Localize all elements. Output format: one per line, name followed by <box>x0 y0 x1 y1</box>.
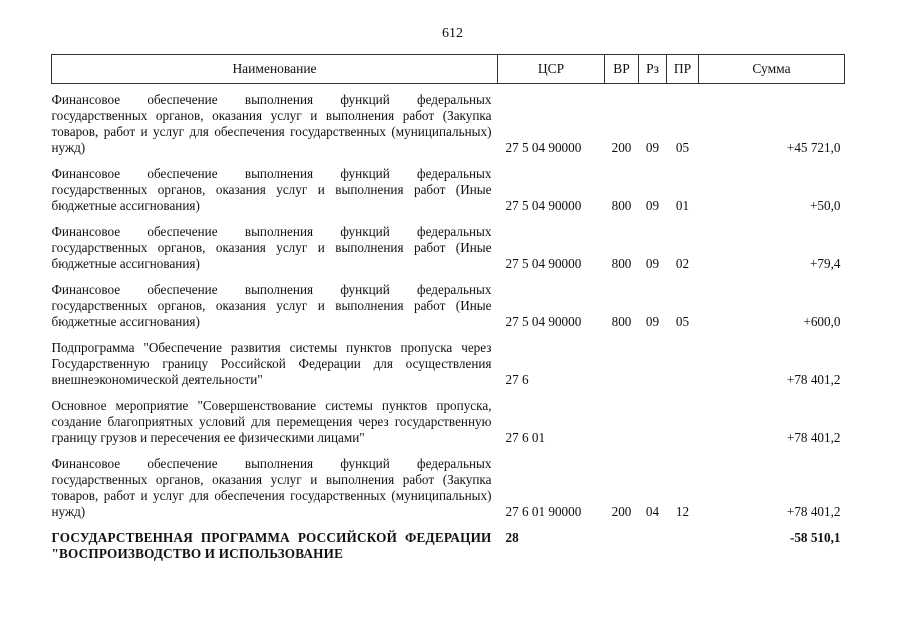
row-name: Подпрограмма "Обеспечение развития системы пунктов пропуска через Государственную границу Российской Федерации для осуществления внешнеэкономической деятельности" <box>51 340 492 387</box>
row-rz <box>639 388 667 446</box>
header-name: Наименование <box>52 55 498 84</box>
row-csr: 27 6 01 <box>505 430 546 445</box>
row-rz: 09 <box>645 140 660 155</box>
row-sum: +45 721,0 <box>786 140 841 155</box>
row-pr: 01 <box>675 198 690 213</box>
row-pr: 02 <box>675 256 690 271</box>
table-row <box>52 330 845 388</box>
row-vr <box>605 388 639 446</box>
row-vr: 800 <box>611 198 632 213</box>
header-vr: ВР <box>605 55 639 84</box>
row-pr: 12 <box>675 504 690 519</box>
page-number: 612 <box>442 26 463 41</box>
row-vr: 200 <box>611 140 632 155</box>
row-csr: 28 <box>505 530 519 545</box>
row-name: Финансовое обеспечение выполнения функций федеральных государственных органов, оказания услуг и выполнения работ (Иные бюджетные ассигнования) <box>51 224 492 271</box>
row-csr: 27 5 04 90000 <box>505 256 582 271</box>
row-name: Финансовое обеспечение выполнения функций федеральных государственных органов, оказания услуг и выполнения работ (Иные бюджетные ассигнования) <box>51 166 492 213</box>
row-rz <box>639 330 667 388</box>
row-pr <box>667 330 699 388</box>
header-pr: ПР <box>667 55 699 84</box>
row-name: Финансовое обеспечение выполнения функций федеральных государственных органов, оказания услуг и выполнения работ (Закупка товаров, работ и услуг для обеспечения государственных (муниципальных) нужд) <box>51 456 492 519</box>
row-name: Финансовое обеспечение выполнения функций федеральных государственных органов, оказания услуг и выполнения работ (Закупка товаров, работ и услуг для обеспечения государственных (муниципальных) нужд) <box>51 92 492 155</box>
row-rz: 09 <box>645 256 660 271</box>
row-pr <box>667 388 699 446</box>
row-vr <box>605 330 639 388</box>
row-csr: 27 5 04 90000 <box>505 140 582 155</box>
row-sum: +600,0 <box>803 314 841 329</box>
row-vr: 200 <box>611 504 632 519</box>
header-rz: Рз <box>639 55 667 84</box>
row-name: ГОСУДАРСТВЕННАЯ ПРОГРАММА РОССИЙСКОЙ ФЕДЕРАЦИИ "ВОСПРОИЗВОДСТВО И ИСПОЛЬЗОВАНИЕ <box>51 530 492 561</box>
row-sum: +78 401,2 <box>786 430 841 445</box>
row-csr: 27 6 01 90000 <box>505 504 582 519</box>
table-row <box>52 446 845 520</box>
header-csr: ЦСР <box>498 55 605 84</box>
row-pr <box>667 520 699 562</box>
row-csr: 27 6 <box>505 372 529 387</box>
row-sum: +78 401,2 <box>786 504 841 519</box>
row-vr: 800 <box>611 256 632 271</box>
table-header-row <box>52 55 845 84</box>
table-row <box>52 272 845 330</box>
table-row <box>52 388 845 446</box>
row-pr: 05 <box>675 140 690 155</box>
row-csr: 27 5 04 90000 <box>505 198 582 213</box>
row-name: Финансовое обеспечение выполнения функций федеральных государственных органов, оказания услуг и выполнения работ (Иные бюджетные ассигнования) <box>51 282 492 329</box>
header-sum: Сумма <box>699 55 845 84</box>
row-rz: 04 <box>645 504 660 519</box>
row-sum: +50,0 <box>809 198 841 213</box>
row-vr: 800 <box>611 314 632 329</box>
row-pr: 05 <box>675 314 690 329</box>
row-vr <box>605 520 639 562</box>
table-row <box>52 84 845 157</box>
row-csr: 27 5 04 90000 <box>505 314 582 329</box>
table-row-program-total <box>52 520 845 562</box>
row-name: Основное мероприятие "Совершенствование системы пунктов пропуска, создание благоприятных условий для перемещения через государственную границу грузов и пересечения ее физическими лицами" <box>51 398 492 445</box>
row-rz: 09 <box>645 314 660 329</box>
table-row <box>52 156 845 214</box>
row-rz: 09 <box>645 198 660 213</box>
row-sum: +79,4 <box>809 256 841 271</box>
budget-table <box>51 54 845 562</box>
row-sum: +78 401,2 <box>786 372 841 387</box>
table-row <box>52 214 845 272</box>
row-rz <box>639 520 667 562</box>
row-sum: -58 510,1 <box>789 530 841 545</box>
